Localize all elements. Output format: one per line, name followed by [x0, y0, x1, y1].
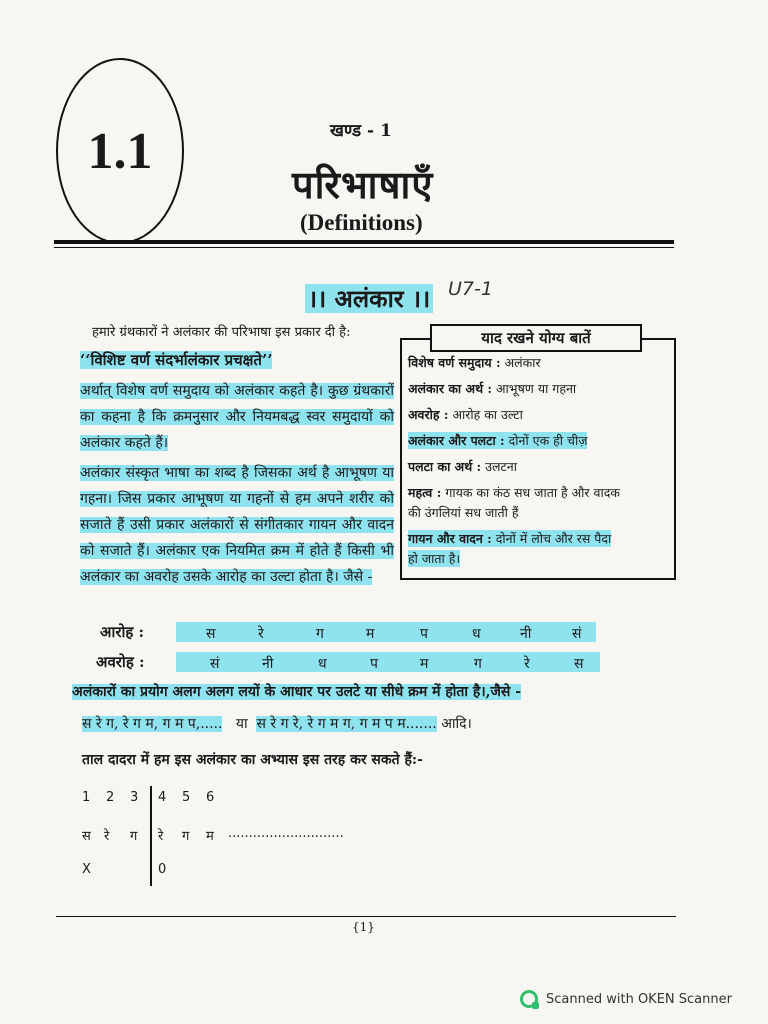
avroh-note: स: [574, 656, 584, 672]
example-2: स रे ग रे, रे ग म ग, ग म प म.......: [256, 716, 437, 732]
taal-beat: 2: [106, 790, 115, 805]
taal-beat: 4: [158, 790, 167, 805]
page-number: {1}: [352, 920, 375, 934]
section-heading: ।। अलंकार ।।: [305, 282, 433, 315]
scanner-logo-icon: [520, 990, 538, 1008]
taal-swar: रे: [158, 829, 164, 844]
example-1: स रे ग, रे ग म, ग म प,.....: [82, 716, 223, 732]
aroh-note: ध: [472, 626, 481, 642]
taal-swar: ग: [182, 829, 190, 844]
aroh-highlight: [176, 622, 596, 642]
page-subtitle: (Definitions): [300, 210, 423, 235]
aroh-note: ग: [316, 626, 324, 642]
header-rule: [54, 240, 674, 244]
aroh-row: [0, 622, 768, 648]
margin-note: U7-1: [448, 278, 493, 300]
avroh-note: प: [370, 656, 378, 672]
taal-dots: ............................: [228, 826, 344, 841]
box-item: अलंकार और पलटा : दोनों एक ही चीज़: [408, 433, 588, 448]
aroh-note: स: [206, 626, 216, 642]
intro-text: हमारे ग्रंथकारों ने अलंकार की परिभाषा इस प्रकार दी है:: [92, 325, 351, 340]
aroh-note: सं: [572, 626, 582, 642]
aroh-note: रे: [258, 626, 264, 642]
sanskrit-quote: ‘‘विशिष्ट वर्ण संदर्भालंकार प्रचक्षते’’: [80, 351, 273, 369]
taal-beat: 6: [206, 790, 215, 805]
remember-box: [400, 338, 676, 580]
box-item: अलंकार का अर्थ : आभूषण या गहना: [408, 381, 577, 396]
paragraph-1: अर्थात् विशेष वर्ण समुदाय को अलंकार कहते है। कुछ ग्रंथकारों का कहना है कि क्रमनुसार और नियमबद्ध स्वर समुदायों को अलंकार कहते हैं।: [80, 383, 394, 451]
example-end: आदि।: [441, 716, 472, 732]
taal-swar: रे: [104, 829, 110, 844]
taal-swar: स: [82, 829, 91, 844]
box-item: पलटा का अर्थ : उलटना: [408, 459, 517, 474]
taal-divider: [150, 786, 152, 886]
aroh-label: आरोह :: [100, 623, 145, 641]
remember-box-title: याद रखने योग्य बातें: [430, 324, 642, 352]
avroh-note: ग: [474, 656, 482, 672]
usage-line: अलंकारों का प्रयोग अलग अलग लयों के आधार पर उलटे या सीधे क्रम में होता है।,जैसे -: [72, 684, 522, 700]
avroh-note: रे: [524, 656, 530, 672]
taal-sign: 0: [158, 862, 167, 877]
khand-label: खण्ड - 1: [330, 121, 392, 141]
taal-beat: 5: [182, 790, 191, 805]
box-item: गायन और वादन : दोनों में लोच और रस पैदा: [408, 531, 612, 546]
example-line: [82, 714, 472, 733]
scanner-text: Scanned with OKEN Scanner: [546, 991, 732, 1007]
box-item: हो जाता है।: [408, 551, 461, 566]
avroh-highlight: [176, 652, 600, 672]
avroh-note: नी: [262, 656, 274, 672]
avroh-note: सं: [210, 656, 220, 672]
avroh-note: म: [420, 656, 429, 672]
taal-swar: म: [206, 829, 214, 844]
chapter-number-oval: [56, 58, 184, 244]
box-item: महत्व : गायक का कंठ सध जाता है और वादक: [408, 485, 620, 500]
page-title: परिभाषाएँ: [292, 162, 434, 207]
scanner-watermark: [520, 990, 732, 1008]
header-rule-thin: [54, 247, 674, 248]
paragraph-2: अलंकार संस्कृत भाषा का शब्द है जिसका अर्थ है आभूषण या गहना। जिस प्रकार आभूषण या गहनों से हम अपने शरीर को सजाते हैं उसी प्रकार अलंकारों से संगीतकार गायन और वादन को सजाते हैं। अलंकार एक नियमित क्रम में होते हैं किसी भी अलंकार का अवरोह उसके आरोह का उल्टा होता है। जैसे -: [80, 465, 394, 585]
example-or: या: [235, 716, 248, 732]
footer-rule: [56, 916, 676, 917]
avroh-row: [0, 652, 768, 678]
taal-beat: 3: [130, 790, 139, 805]
chapter-number: 1.1: [87, 122, 153, 180]
aroh-note: म: [366, 626, 375, 642]
aroh-note: प: [420, 626, 428, 642]
taal-beat: 1: [82, 790, 91, 805]
taal-swar: ग: [130, 829, 138, 844]
box-item: की उंगलियां सध जाती हैं: [408, 505, 519, 520]
avroh-label: अवरोह :: [96, 653, 145, 671]
avroh-note: ध: [318, 656, 327, 672]
taal-sign: X: [82, 862, 91, 877]
taal-line: ताल दादरा में हम इस अलंकार का अभ्यास इस तरह कर सकते हैं:-: [82, 752, 423, 768]
aroh-note: नी: [520, 626, 532, 642]
box-item: विशेष वर्ण समुदाय : अलंकार: [408, 355, 541, 370]
box-item: अवरोह : आरोह का उल्टा: [408, 407, 523, 422]
